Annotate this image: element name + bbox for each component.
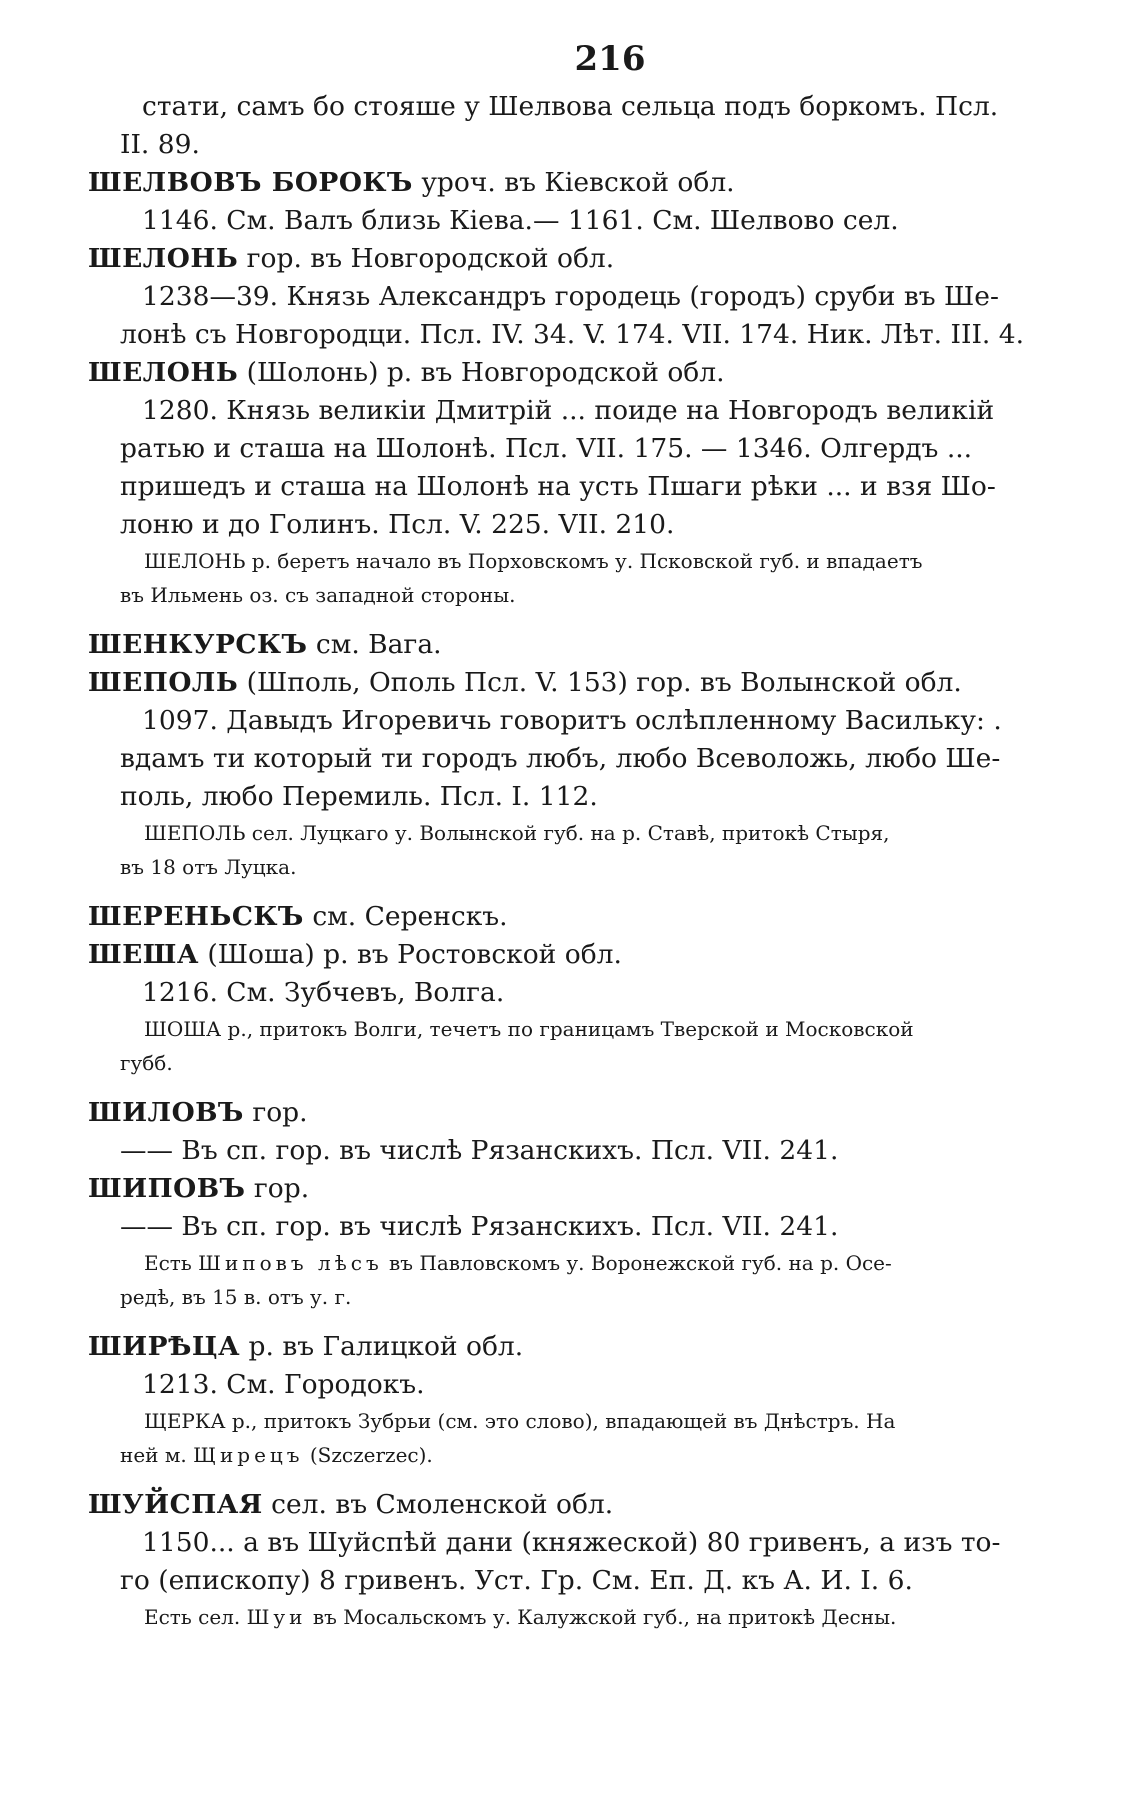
heading-rest: гор. въ Новгородской обл. bbox=[238, 243, 615, 274]
entry-heading bbox=[80, 1170, 1100, 1208]
footnote-line bbox=[80, 1246, 1100, 1280]
heading-rest: р. въ Галицкой обл. bbox=[240, 1331, 524, 1362]
headword: ШУЙСПАЯ bbox=[88, 1489, 263, 1520]
entry-heading bbox=[80, 936, 1100, 974]
text-line: II. 89. bbox=[120, 129, 200, 160]
heading-rest: см. Серенскъ. bbox=[303, 901, 508, 932]
footnote-line: ЩЕРКА р., притокъ Зубрьи (см. это слово), впадающей въ Днѣстръ. На bbox=[144, 1409, 896, 1433]
note-text: ней м. bbox=[120, 1443, 194, 1467]
note-text: (Szczerzec). bbox=[303, 1443, 433, 1467]
note-text: въ Павловскомъ у. Воронежской губ. на р. Осе- bbox=[382, 1251, 892, 1275]
page-number: 216 bbox=[574, 39, 646, 79]
headword: ШИЛОВЪ bbox=[88, 1097, 244, 1128]
entry-heading bbox=[80, 354, 1100, 392]
entry-heading bbox=[80, 664, 1100, 702]
headword: ШИРѢЦА bbox=[88, 1331, 241, 1362]
footnote-line: губб. bbox=[120, 1051, 173, 1075]
headword: ШЕНКУРСКЪ bbox=[88, 629, 308, 660]
entry-heading bbox=[80, 1094, 1100, 1132]
text-line: пришедъ и сташа на Шолонѣ на усть Пшаги рѣки ... и взя Шо- bbox=[120, 471, 996, 502]
headword: ШЕША bbox=[88, 939, 199, 970]
spaced-term: Шуи bbox=[246, 1605, 307, 1629]
note-text: Есть bbox=[144, 1251, 199, 1275]
entry-heading bbox=[80, 240, 1100, 278]
text-line: ратью и сташа на Шолонѣ. Псл. VII. 175. — 1346. Олгердъ ... bbox=[120, 433, 973, 464]
text-line: 1213. См. Городокъ. bbox=[142, 1369, 425, 1400]
note-text: въ Мосальскомъ у. Калужской губ., на притокѣ Десны. bbox=[306, 1605, 897, 1629]
text-line: 1216. См. Зубчевъ, Волга. bbox=[142, 977, 505, 1008]
footnote-line: редѣ, въ 15 в. отъ у. г. bbox=[120, 1285, 352, 1309]
spaced-term: Щирецъ bbox=[193, 1443, 304, 1467]
text-line: вдамъ ти который ти городъ любъ, любо Всеволожь, любо Ше- bbox=[120, 743, 1001, 774]
headword: ШЕПОЛЬ bbox=[88, 667, 239, 698]
entry-heading bbox=[80, 898, 1100, 936]
footnote-line bbox=[80, 1600, 1100, 1634]
headword: ШЕРЕНЬСКЪ bbox=[88, 901, 304, 932]
text-line: —— Въ сп. гор. въ числѣ Рязанскихъ. Псл. VII. 241. bbox=[120, 1135, 839, 1166]
heading-rest: уроч. въ Кіевской обл. bbox=[412, 167, 735, 198]
heading-rest: сел. въ Смоленской обл. bbox=[262, 1489, 614, 1520]
heading-rest: гор. bbox=[243, 1097, 308, 1128]
footnote-line bbox=[80, 1438, 1100, 1472]
text-line: поль, любо Перемиль. Псл. I. 112. bbox=[120, 781, 598, 812]
footnote-line: ШЕЛОНЬ р. беретъ начало въ Порховскомъ у. Псковской губ. и впадаетъ bbox=[144, 549, 923, 573]
entry-heading bbox=[80, 164, 1100, 202]
headword: ШЕЛВОВЪ БОРОКЪ bbox=[88, 167, 413, 198]
text-line: —— Въ сп. гор. въ числѣ Рязанскихъ. Псл. VII. 241. bbox=[120, 1211, 839, 1242]
text-line: 1238—39. Князь Александръ городець (городъ) сруби въ Ше- bbox=[142, 281, 999, 312]
text-line: 1150... а въ Шуйспѣй дани (княжеской) 80 гривенъ, а изъ то- bbox=[142, 1527, 1001, 1558]
note-text: Есть сел. bbox=[144, 1605, 247, 1629]
entry-heading bbox=[80, 1328, 1100, 1366]
heading-rest: гор. bbox=[245, 1173, 310, 1204]
headword: ШЕЛОНЬ bbox=[88, 357, 239, 388]
text-line: стати, самъ бо стояше у Шелвова сельца подъ боркомъ. Псл. bbox=[142, 91, 999, 122]
heading-rest: (Шоша) р. въ Ростовской обл. bbox=[199, 939, 622, 970]
text-line: 1097. Давыдъ Игоревичь говоритъ ослѣпленному Васильку: . bbox=[142, 705, 1002, 736]
heading-rest: (Шолонь) р. въ Новгородской обл. bbox=[238, 357, 725, 388]
heading-rest: (Шполь, Ополь Псл. V. 153) гор. въ Волынской обл. bbox=[238, 667, 962, 698]
footnote-line: ШЕПОЛЬ сел. Луцкаго у. Волынской губ. на р. Ставѣ, притокѣ Стыря, bbox=[144, 821, 890, 845]
text-line: 1280. Князь великіи Дмитрій ... поиде на Новгородъ великій bbox=[142, 395, 995, 426]
footnote-line: въ Ильмень оз. съ западной стороны. bbox=[120, 583, 516, 607]
headword: ШЕЛОНЬ bbox=[88, 243, 239, 274]
spaced-term: Шиповъ лѣсъ bbox=[198, 1251, 383, 1275]
text-line: го (епископу) 8 гривенъ. Уст. Гр. См. Еп. Д. къ А. И. I. 6. bbox=[120, 1565, 913, 1596]
text-line: лонѣ съ Новгородци. Псл. IV. 34. V. 174. VII. 174. Ник. Лѣт. III. 4. bbox=[120, 319, 1025, 350]
text-line: лоню и до Голинъ. Псл. V. 225. VII. 210. bbox=[120, 509, 675, 540]
entry-heading bbox=[80, 626, 1100, 664]
footnote-line: ШОША р., притокъ Волги, течетъ по границамъ Тверской и Московской bbox=[144, 1017, 914, 1041]
headword: ШИПОВЪ bbox=[88, 1173, 246, 1204]
heading-rest: см. Вага. bbox=[307, 629, 442, 660]
text-line: 1146. См. Валъ близь Кіева.— 1161. См. Шелвово сел. bbox=[142, 205, 899, 236]
entry-heading bbox=[80, 1486, 1100, 1524]
footnote-line: въ 18 отъ Луцка. bbox=[120, 855, 297, 879]
